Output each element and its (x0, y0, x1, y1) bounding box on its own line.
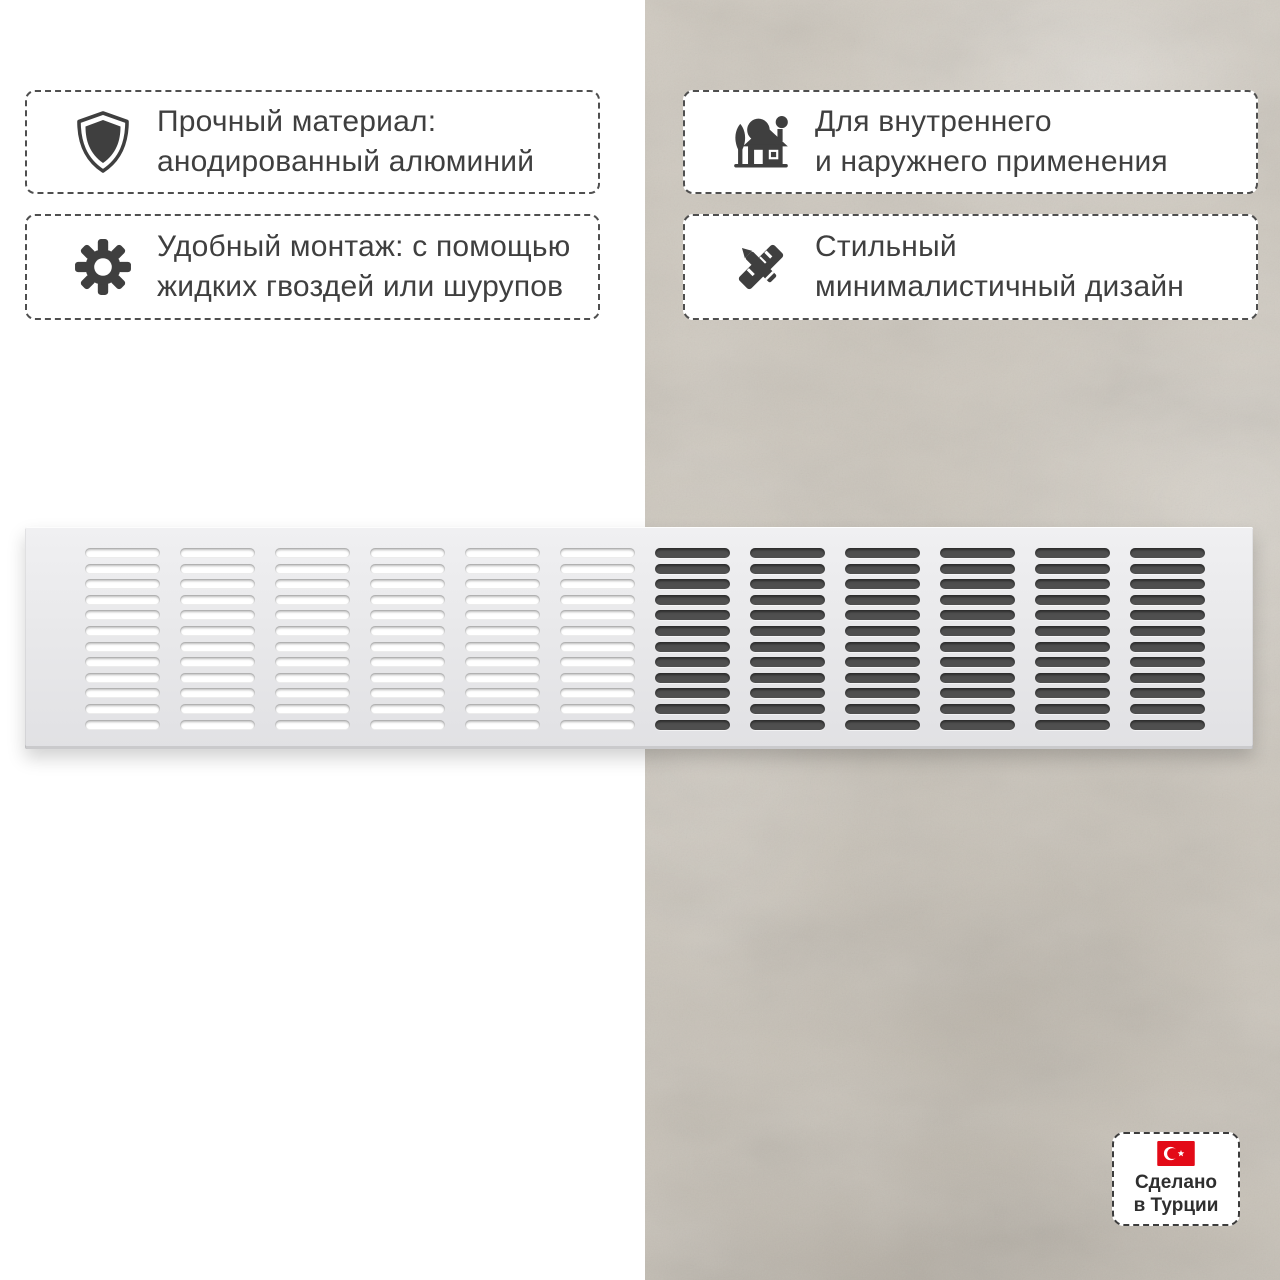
grille-slot-column (275, 548, 350, 749)
grille-slot (180, 626, 255, 636)
grille-slot (655, 688, 730, 698)
grille-slot (370, 610, 445, 620)
feature-text-material (157, 102, 534, 182)
grille-slot (85, 626, 160, 636)
grille-slot (1130, 704, 1205, 714)
grille-slot (465, 657, 540, 667)
grille-slot (940, 673, 1015, 683)
grille-slot (1130, 595, 1205, 605)
grille-slot (1035, 610, 1110, 620)
feature-line: Стильный (815, 230, 957, 263)
grille-slot (560, 610, 635, 620)
grille-slot (655, 626, 730, 636)
grille-slot (465, 673, 540, 683)
grille-slot-column (465, 548, 540, 749)
grille-slot (275, 548, 350, 558)
grille-slot (750, 642, 825, 652)
grille-slot (180, 579, 255, 589)
grille-slot (1130, 642, 1205, 652)
grille-slot-column (655, 548, 730, 749)
grille-slot (275, 704, 350, 714)
grille-slot (845, 548, 920, 558)
grille-slot (1130, 610, 1205, 620)
grille-slot (750, 720, 825, 730)
grille-slot (940, 642, 1015, 652)
badge-line: Сделано (1134, 1172, 1218, 1193)
grille-slot (655, 657, 730, 667)
grille-slot (370, 673, 445, 683)
grille-slot (940, 595, 1015, 605)
grille-slot (370, 688, 445, 698)
grille-slot (1130, 688, 1205, 698)
grille-slot (465, 579, 540, 589)
grille-slot (560, 548, 635, 558)
grille-slot (655, 673, 730, 683)
grille-slot (655, 610, 730, 620)
feature-line: жидких гвоздей или шурупов (157, 270, 564, 303)
grille-slot (370, 564, 445, 574)
grille-slot (750, 564, 825, 574)
grille-slot (845, 642, 920, 652)
grille-slot (275, 657, 350, 667)
grille-slot (1035, 704, 1110, 714)
grille-slot (180, 564, 255, 574)
grille-slot (180, 688, 255, 698)
grille-slot (85, 595, 160, 605)
grille-slot (275, 673, 350, 683)
grille-slot (560, 564, 635, 574)
grille-slot (85, 579, 160, 589)
grille-slot (465, 626, 540, 636)
grille-slot (180, 720, 255, 730)
pencil-ruler-icon (729, 231, 793, 303)
grille-slot (750, 610, 825, 620)
grille-slot (1130, 548, 1205, 558)
grille-slot (370, 595, 445, 605)
grille-slot (560, 673, 635, 683)
grille-slot-column (1035, 548, 1110, 749)
grille-slot (940, 688, 1015, 698)
grille-slot (465, 564, 540, 574)
grille-slot (655, 595, 730, 605)
grille-slot (845, 673, 920, 683)
grille-slot-column (1130, 548, 1205, 749)
grille-slot-column (560, 548, 635, 749)
grille-slot (180, 704, 255, 714)
grille-slot (1130, 626, 1205, 636)
badge-line: в Турции (1133, 1195, 1219, 1216)
grille-slot (180, 642, 255, 652)
grille-slot (85, 673, 160, 683)
grille-slot (1130, 720, 1205, 730)
vent-grille-plate (25, 527, 1253, 749)
grille-slot (1130, 673, 1205, 683)
grille-slot-column (370, 548, 445, 749)
grille-slot (845, 657, 920, 667)
feature-box-material (25, 90, 600, 194)
grille-slot (940, 579, 1015, 589)
grille-slot (940, 564, 1015, 574)
grille-slot (560, 595, 635, 605)
grille-slot (180, 673, 255, 683)
grille-slot (275, 688, 350, 698)
feature-line: Для внутреннего (815, 105, 1052, 138)
grille-slot (845, 564, 920, 574)
grille-slot-column (85, 548, 160, 749)
feature-line: Удобный монтаж: с помощью (157, 230, 571, 263)
grille-slot-column (750, 548, 825, 749)
grille-slot (180, 610, 255, 620)
grille-slot (465, 642, 540, 652)
grille-slot (85, 704, 160, 714)
grille-slot (655, 720, 730, 730)
grille-slot (655, 642, 730, 652)
grille-slot (1035, 626, 1110, 636)
grille-slot (845, 610, 920, 620)
grille-slot (465, 704, 540, 714)
grille-slot (370, 704, 445, 714)
grille-slot (1035, 564, 1110, 574)
grille-slot (85, 642, 160, 652)
grille-slot (370, 626, 445, 636)
grille-slot (1035, 688, 1110, 698)
grille-slot (180, 657, 255, 667)
grille-slot (940, 548, 1015, 558)
grille-slot (85, 564, 160, 574)
grille-slot (750, 688, 825, 698)
grille-slot (750, 626, 825, 636)
grille-slot (370, 657, 445, 667)
grille-slot-column (940, 548, 1015, 749)
house-icon (729, 106, 793, 178)
grille-slot (1130, 579, 1205, 589)
grille-slot (465, 548, 540, 558)
grille-slot (655, 548, 730, 558)
gear-icon (71, 231, 135, 303)
grille-slot (845, 579, 920, 589)
grille-slot (1035, 673, 1110, 683)
feature-line: Прочный материал: (157, 105, 437, 138)
grille-slot (180, 595, 255, 605)
feature-line: минималистичный дизайн (815, 270, 1185, 303)
grille-slot (1130, 657, 1205, 667)
grille-slot (370, 720, 445, 730)
grille-slot (750, 548, 825, 558)
grille-slot (85, 657, 160, 667)
grille-slot (655, 704, 730, 714)
grille-slot (940, 657, 1015, 667)
grille-slot (1035, 657, 1110, 667)
grille-slot (845, 704, 920, 714)
grille-slot (275, 720, 350, 730)
grille-slot (560, 642, 635, 652)
grille-slot (845, 720, 920, 730)
grille-slot (560, 579, 635, 589)
grille-slot (1130, 564, 1205, 574)
grille-slot (750, 579, 825, 589)
grille-slot (750, 595, 825, 605)
turkey-flag-icon (1157, 1141, 1195, 1166)
grille-slot (940, 626, 1015, 636)
grille-slot (370, 642, 445, 652)
grille-slot (275, 610, 350, 620)
grille-slot (1035, 548, 1110, 558)
grille-slot (465, 595, 540, 605)
grille-slot (370, 579, 445, 589)
grille-slot (560, 626, 635, 636)
grille-slot (940, 610, 1015, 620)
feature-line: анодированный алюминий (157, 145, 535, 178)
grille-slot (560, 688, 635, 698)
grille-slot (1035, 720, 1110, 730)
feature-box-installation (25, 214, 600, 320)
grille-slot (1035, 642, 1110, 652)
grille-slot (275, 642, 350, 652)
grille-slot (1035, 579, 1110, 589)
grille-slot-column (180, 548, 255, 749)
grille-slot (560, 704, 635, 714)
grille-slot (940, 704, 1015, 714)
grille-slot (275, 626, 350, 636)
grille-slot-column (845, 548, 920, 749)
feature-text-usage (815, 102, 1168, 182)
grille-slot (275, 595, 350, 605)
grille-slot (275, 564, 350, 574)
feature-box-usage (683, 90, 1258, 194)
grille-slot (1035, 595, 1110, 605)
grille-slot (750, 704, 825, 714)
grille-slot (180, 548, 255, 558)
grille-slot (275, 579, 350, 589)
grille-slot (85, 688, 160, 698)
grille-slot (465, 610, 540, 620)
grille-slot (845, 688, 920, 698)
grille-slot (750, 673, 825, 683)
grille-slot (560, 720, 635, 730)
feature-line: и наружнего применения (815, 145, 1168, 178)
grille-slot (85, 720, 160, 730)
feature-text-design (815, 227, 1184, 307)
grille-slot (845, 595, 920, 605)
feature-text-installation (157, 227, 570, 307)
grille-slot (465, 720, 540, 730)
grille-slot (845, 626, 920, 636)
grille-slot (85, 610, 160, 620)
grille-slot (655, 579, 730, 589)
grille-slot (940, 720, 1015, 730)
made-in-turkey-badge (1112, 1132, 1240, 1226)
shield-icon (71, 106, 135, 178)
grille-slot (370, 548, 445, 558)
grille-slot (560, 657, 635, 667)
grille-slot (750, 657, 825, 667)
grille-slot (655, 564, 730, 574)
grille-slot (85, 548, 160, 558)
grille-slot (465, 688, 540, 698)
feature-box-design (683, 214, 1258, 320)
